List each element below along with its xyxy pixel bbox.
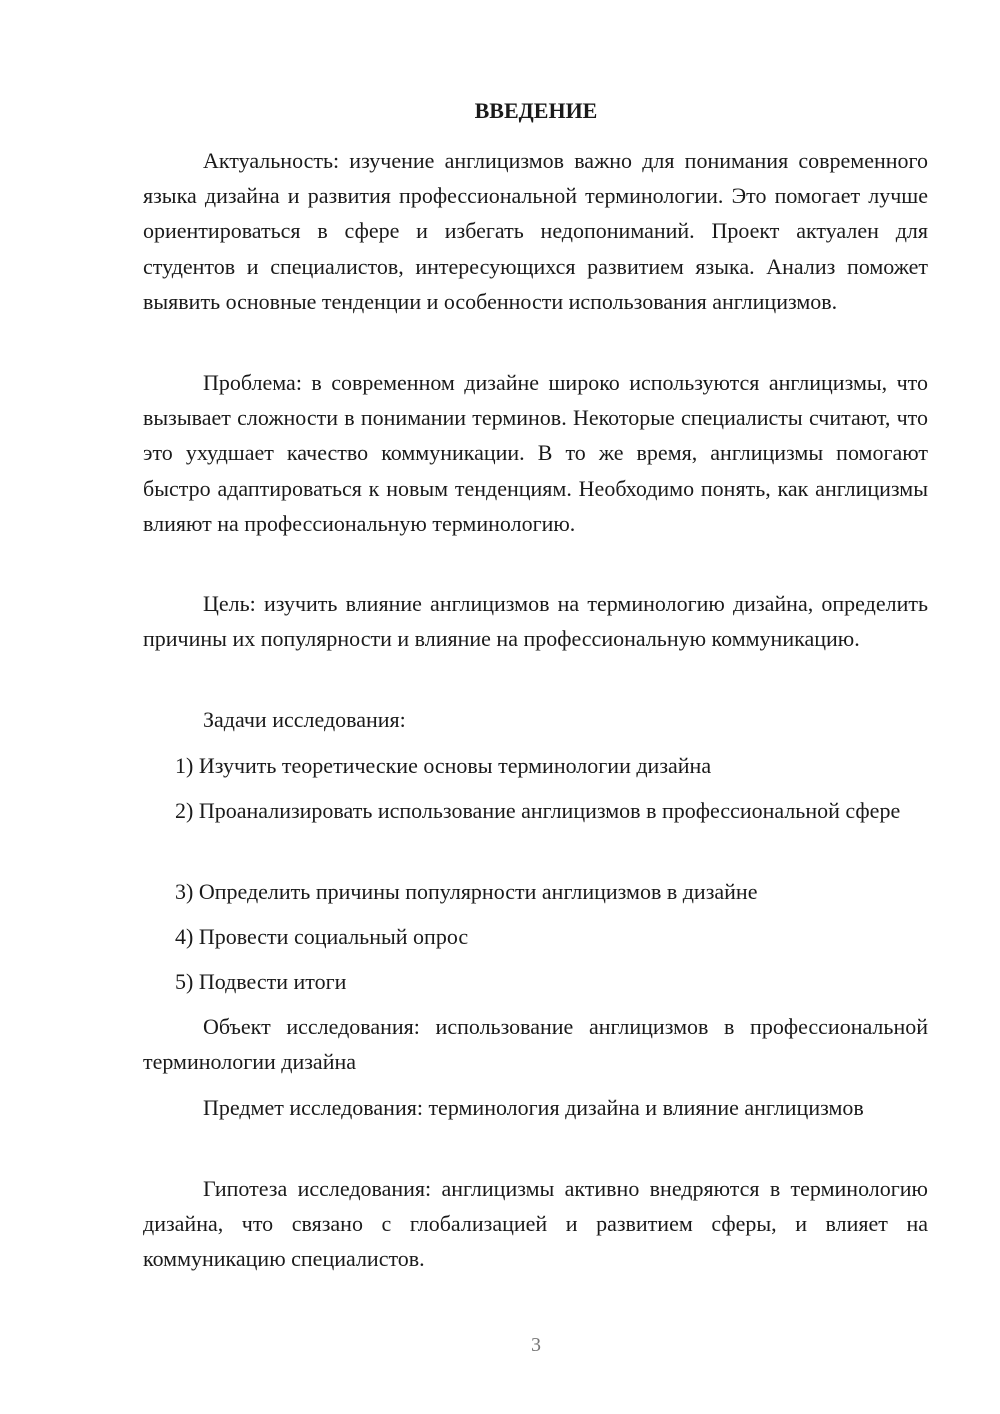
section-tasks-heading [143,702,928,737]
page-title: ВВЕДЕНИЕ [474,98,598,123]
section-subject [143,1090,928,1125]
section-object [143,1009,928,1079]
paragraph-relevance: Актуальность: изучение англицизмов важно для понимания современного языка дизайна и развития профессиональной терминологии. Это помогает лучше ориентироваться в сфере и избегать недопониманий. Проект актуален для студентов и специалистов, интересующихся развитием языка. Анализ поможет выявить основные тенденции и особенности использования англицизмов. [143,148,928,314]
task-list-item-4 [143,919,928,954]
section-relevance [143,143,928,319]
paragraph-hypothesis: Гипотеза исследования: англицизмы активно внедряются в терминологию дизайна, что связано с глобализацией и развитием сферы, и влияет на коммуникацию специалистов. [143,1176,928,1272]
task-list-item-2 [143,793,928,828]
list-item: 1) Изучить теоретические основы терминологии дизайна [175,753,712,778]
paragraph-object: Объект исследования: использование англицизмов в профессиональной терминологии дизайна [143,1014,928,1075]
task-list-item-5 [143,964,928,999]
page-number: 3 [531,1334,541,1356]
paragraph-problem: Проблема: в современном дизайне широко используются англицизмы, что вызывает сложности в понимании терминов. Некоторые специалисты считают, что это ухудшает качество коммуникации. В то же время, англицизмы помогают быстро адаптироваться к новым тенденциям. Необходимо понять, как англицизмы влияют на профессиональную терминологию. [143,370,928,536]
paragraph-subject: Предмет исследования: терминология дизайна и влияние англицизмов [203,1095,864,1120]
list-item: 5) Подвести итоги [175,969,347,994]
section-goal [143,586,928,656]
paragraph-goal: Цель: изучить влияние англицизмов на терминологию дизайна, определить причины их популярности и влияние на профессиональную коммуникацию. [143,591,928,652]
list-item: 2) Проанализировать использование англицизмов в профессиональной сфере [175,798,901,823]
list-item: 3) Определить причины популярности англицизмов в дизайне [175,879,758,904]
task-list-item-1 [143,748,928,783]
list-item: 4) Провести социальный опрос [175,924,469,949]
paragraph-tasks-heading: Задачи исследования: [203,707,406,732]
task-list-item-3 [143,874,928,909]
section-problem [143,365,928,541]
section-hypothesis [143,1171,928,1277]
